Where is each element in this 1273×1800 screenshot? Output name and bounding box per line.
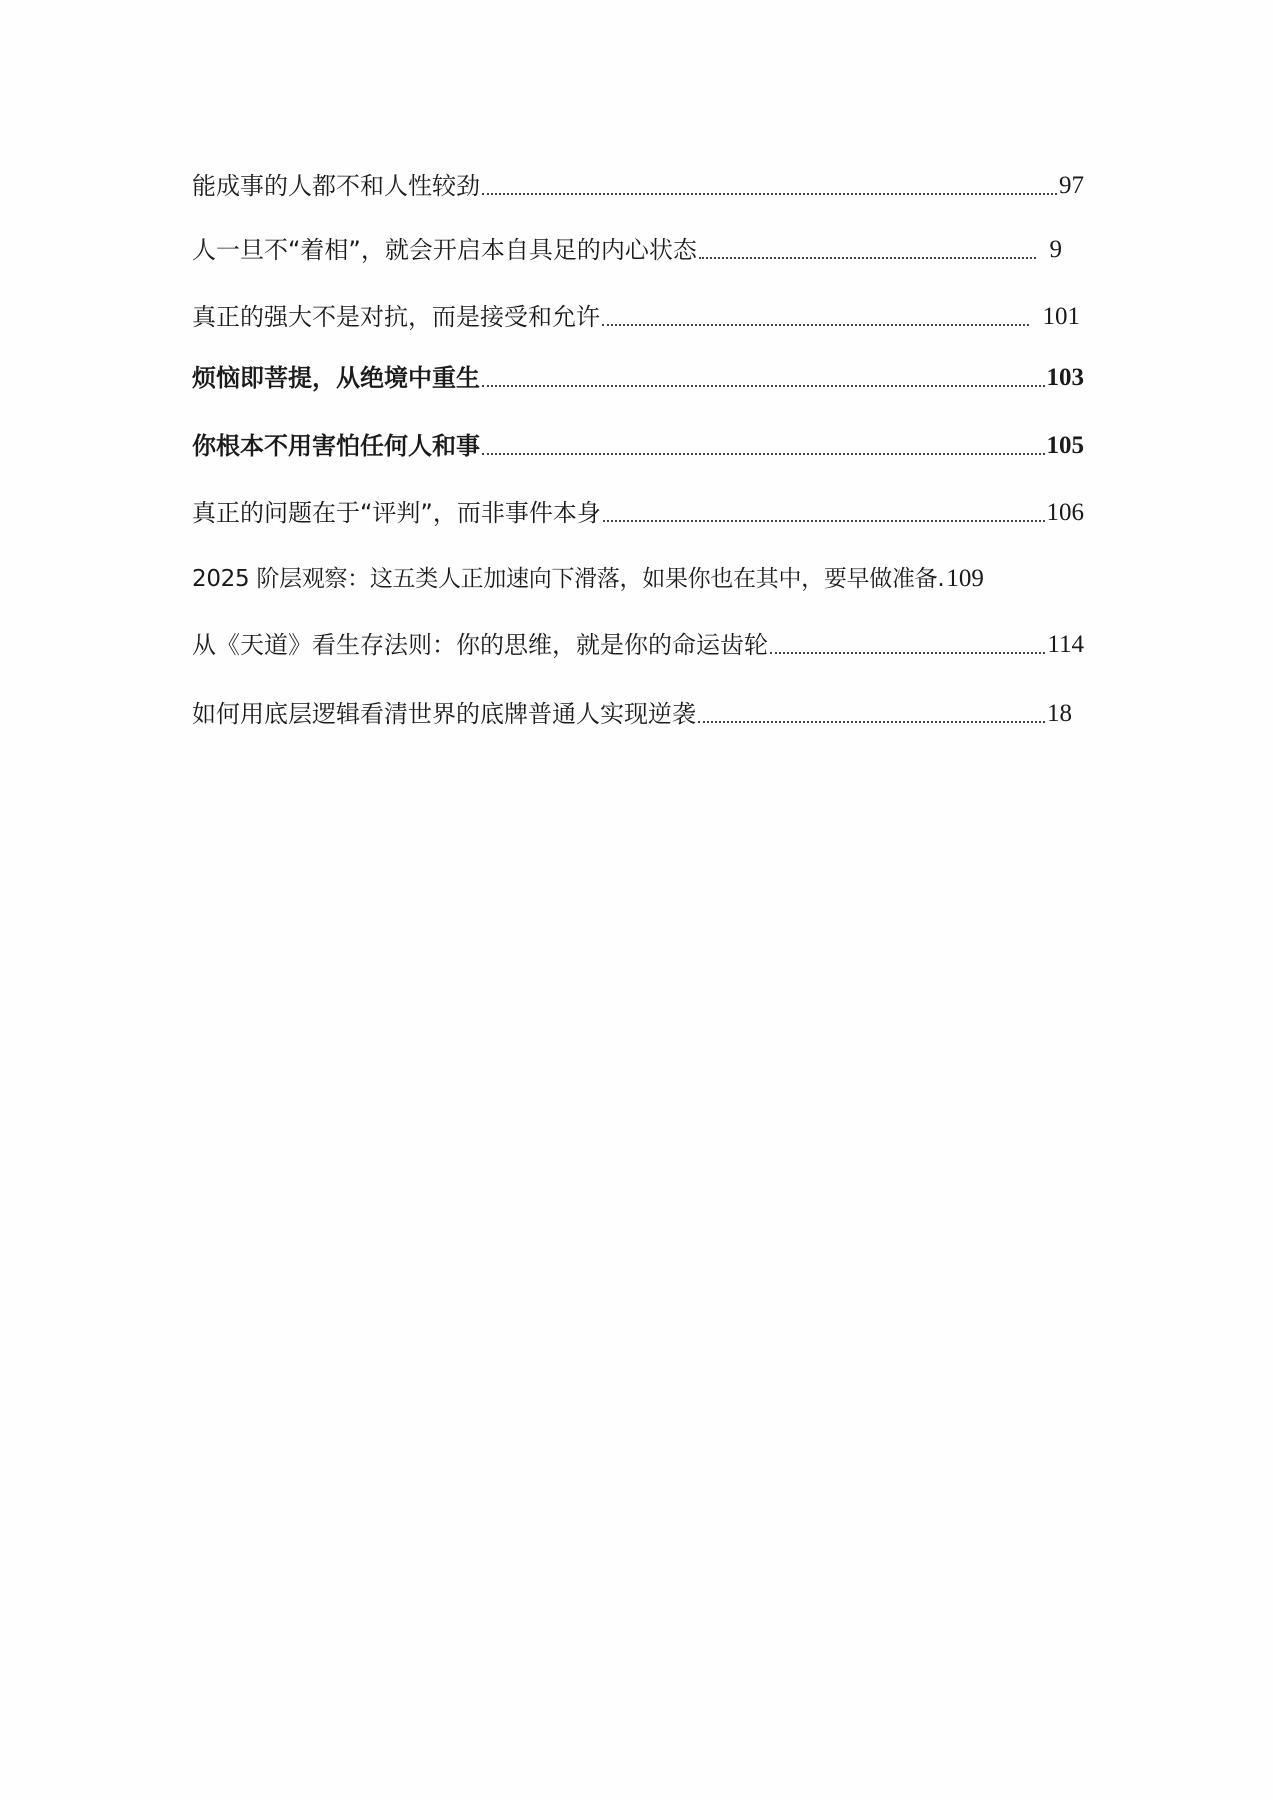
toc-entry-page: 9: [1049, 236, 1062, 263]
toc-entry[interactable]: [192, 490, 1084, 530]
toc-dot-leader: [482, 385, 1045, 387]
toc-entry-title: 从《天道》看生存法则：你的思维，就是你的命运齿轮: [192, 631, 768, 659]
toc-entry-title: 真正的强大不是对抗，而是接受和允许: [192, 303, 600, 331]
toc-entry[interactable]: [192, 691, 1072, 731]
toc-dot-leader: [482, 453, 1045, 455]
toc-entry-title: 人一旦不“着相”，就会开启本自具足的内心状态: [192, 236, 697, 264]
toc-entry-page: 106: [1046, 499, 1084, 526]
toc-entry-page: 97: [1059, 172, 1084, 199]
toc-entry-page: 114: [1047, 631, 1084, 658]
toc-entry-page: 105: [1046, 432, 1084, 459]
toc-entry[interactable]: [192, 423, 1084, 463]
toc-entry-title: 2025 阶层观察：这五类人正加速向下滑落，如果你也在其中，要早做准备.: [192, 566, 945, 592]
toc-dot-leader: [603, 520, 1045, 522]
toc-entry-title: 如何用底层逻辑看清世界的底牌普通人实现逆袭: [192, 700, 696, 728]
toc-entry-title: 烦恼即菩提，从绝境中重生: [192, 364, 480, 392]
toc-entry[interactable]: [192, 355, 1084, 395]
toc-entry[interactable]: [192, 227, 1062, 267]
toc-entry[interactable]: [192, 163, 1084, 203]
toc-dot-leader: [770, 652, 1045, 654]
toc-entry-title: 你根本不用害怕任何人和事: [192, 432, 480, 460]
toc-entry[interactable]: [192, 622, 1084, 662]
toc-entry-page: 103: [1046, 364, 1084, 391]
toc-dot-leader: [482, 193, 1057, 195]
toc-dot-leader: [602, 324, 1029, 326]
toc-entry-title: 真正的问题在于“评判”，而非事件本身: [192, 499, 601, 527]
toc-entry-page: 109: [946, 565, 984, 592]
toc-dot-leader: [699, 257, 1036, 259]
toc-entry[interactable]: [192, 294, 1080, 334]
toc-entry[interactable]: [192, 556, 1084, 596]
toc-entry-title: 能成事的人都不和人性较劲: [192, 172, 480, 200]
toc-entry-page: 101: [1042, 303, 1080, 330]
toc-dot-leader: [698, 721, 1045, 723]
toc-entry-page: 18: [1047, 700, 1072, 727]
